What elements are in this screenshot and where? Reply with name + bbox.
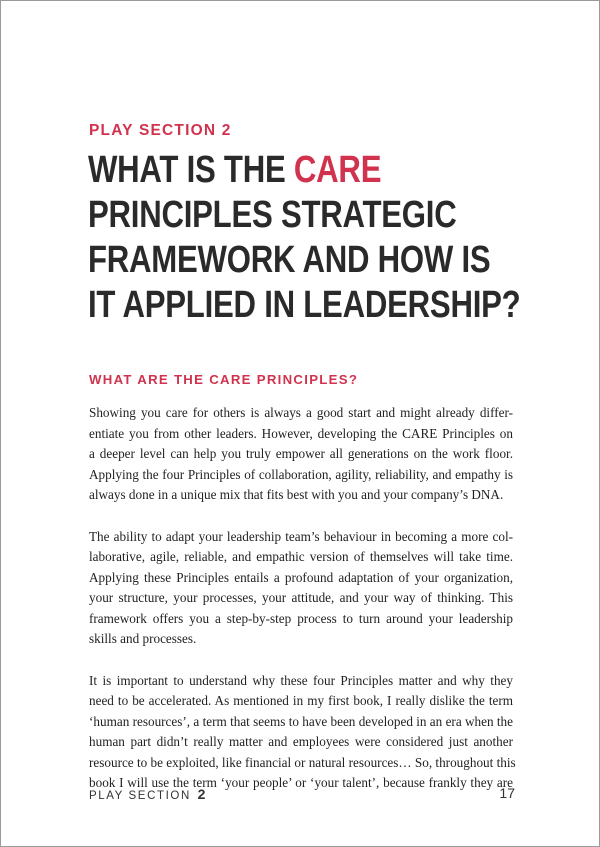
title-accent-word: CARE xyxy=(293,149,382,191)
text-line: human part didn’t really matter and employees were considered just another xyxy=(89,734,513,749)
text-line: It is important to understand why these four Principles matter and why they xyxy=(89,672,513,688)
text-line: The ability to adapt your leadership team’s behaviour in becoming a more col- xyxy=(89,528,513,544)
text-line: framework offers you a step-by-step process to turn around your leadership xyxy=(89,610,513,626)
title-line-1 xyxy=(88,148,473,193)
footer-section-number: 2 xyxy=(197,786,206,802)
text-line: a deeper level can help you truly empower all generations on the work floor. xyxy=(89,446,513,461)
text-line: always done in a unique mix that fits best with you and your company’s DNA. xyxy=(89,487,504,502)
chapter-title xyxy=(88,148,521,328)
text-line: skills and processes. xyxy=(89,631,197,646)
book-page xyxy=(1,1,599,846)
page-number: 17 xyxy=(499,785,515,801)
body-text xyxy=(89,403,516,815)
paragraph-2 xyxy=(89,527,513,650)
title-line-4: IT APPLIED IN LEADERSHIP? xyxy=(88,284,521,326)
text-line: Applying these Principles entails a profound adaptation of your organization, xyxy=(89,569,513,585)
text-line: resource to be exploited, like financial or natural resources… So, throughout this xyxy=(89,754,516,770)
footer-section-text: PLAY SECTION xyxy=(89,790,191,802)
text-line: entiate you from other leaders. However, developing the CARE Principles on xyxy=(89,425,513,441)
subheading: WHAT ARE THE CARE PRINCIPLES? xyxy=(89,372,359,387)
text-line: ‘human resources’, a term that seems to have been developed in an era when the xyxy=(89,713,513,729)
title-line-1-prefix: WHAT IS THE xyxy=(88,149,294,191)
text-line: laborative, agile, reliable, and empathic version of themselves will take time. xyxy=(89,549,513,564)
text-line: need to be accelerated. As mentioned in my first book, I really dislike the term xyxy=(89,693,513,708)
title-line-2: PRINCIPLES STRATEGIC xyxy=(88,194,457,236)
text-line: Applying the four Principles of collaboration, agility, reliability, and empathy is xyxy=(89,466,513,482)
section-label: PLAY SECTION 2 xyxy=(89,122,232,139)
paragraph-1 xyxy=(89,403,513,506)
text-line: Showing you care for others is always a good start and might already differ- xyxy=(89,405,513,420)
title-line-3: FRAMEWORK AND HOW IS xyxy=(88,239,491,281)
running-footer xyxy=(89,786,205,802)
text-line: your structure, your processes, your attitude, and your way of thinking. This xyxy=(89,590,513,605)
text-line: book I will use the term ‘your people’ or ‘your talent’, because frankly they are xyxy=(89,775,513,790)
